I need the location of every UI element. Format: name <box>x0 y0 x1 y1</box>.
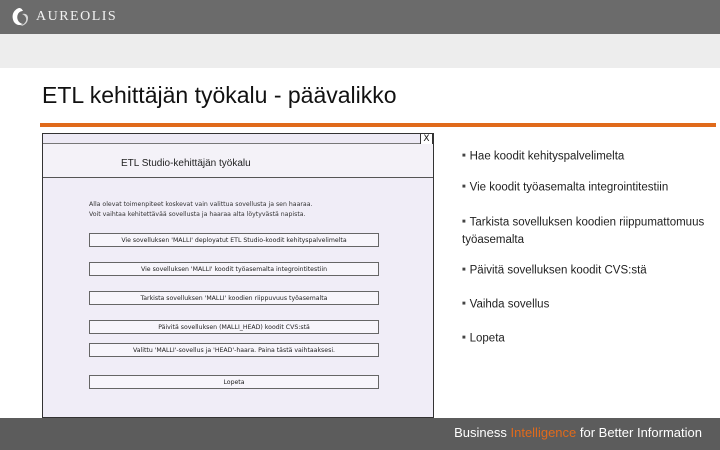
header-band <box>0 34 720 68</box>
company-logo <box>8 6 117 28</box>
bullet-icon: ■ <box>462 267 466 273</box>
etl-studio-window <box>42 133 434 418</box>
bullet-item: ■ Lopeta <box>462 332 505 345</box>
window-intro-text <box>89 200 389 220</box>
window-header-title: ETL Studio-kehittäjän työkalu <box>121 158 251 169</box>
bullet-icon: ■ <box>462 153 466 159</box>
top-bar <box>0 0 720 34</box>
bullet-icon: ■ <box>462 184 466 190</box>
bullet-item: ■ Vie koodit työasemalta integrointitestiin <box>462 181 669 194</box>
close-icon[interactable]: X <box>420 133 433 145</box>
bullet-item: ■ Päivitä sovelluksen koodit CVS:stä <box>462 264 647 277</box>
export-dev-server-button[interactable]: Vie sovelluksen 'MALLI' deployatut ETL Studio-koodit kehityspalvelimelta <box>89 233 379 247</box>
intro-line-2: Voit vaihtaa kehitettävää sovellusta ja haaraa alta löytyvästä napista. <box>89 211 306 218</box>
bullet-item: ■ Vaihda sovellus <box>462 298 550 311</box>
bullet-icon: ■ <box>462 219 466 225</box>
logo-text: AUREOLIS <box>36 9 118 24</box>
change-application-button[interactable]: Valittu 'MALLI'-sovellus ja 'HEAD'-haara. Paina tästä vaihtaaksesi. <box>89 343 379 357</box>
quit-button[interactable]: Lopeta <box>89 375 379 389</box>
export-workstation-button[interactable]: Vie sovelluksen 'MALLI' koodit työasemalta integrointitestiin <box>89 262 379 276</box>
bullet-icon: ■ <box>462 301 466 307</box>
footer-tagline: Business Intelligence for Better Information <box>454 425 702 440</box>
intro-line-1: Alla olevat toimenpiteet koskevat vain valittua sovellusta ja sen haaraa. <box>89 201 313 208</box>
check-dependencies-button[interactable]: Tarkista sovelluksen 'MALLI' koodien riippuvuus työasemalta <box>89 291 379 305</box>
window-header <box>43 144 433 178</box>
footer-bar <box>0 418 720 450</box>
bullet-item: ■ Tarkista sovelluksen koodien riippumattomuus työasemalta <box>462 216 705 246</box>
slide-title: ETL kehittäjän työkalu - päävalikko <box>42 82 397 108</box>
bullet-item: ■ Hae koodit kehityspalvelimelta <box>462 150 625 163</box>
aureolis-logo-icon <box>8 6 30 28</box>
bullet-icon: ■ <box>462 335 466 341</box>
accent-line <box>40 123 716 127</box>
window-titlebar <box>43 134 433 144</box>
update-from-cvs-button[interactable]: Päivitä sovelluksen (MALLI_HEAD) koodit CVS:stä <box>89 320 379 334</box>
